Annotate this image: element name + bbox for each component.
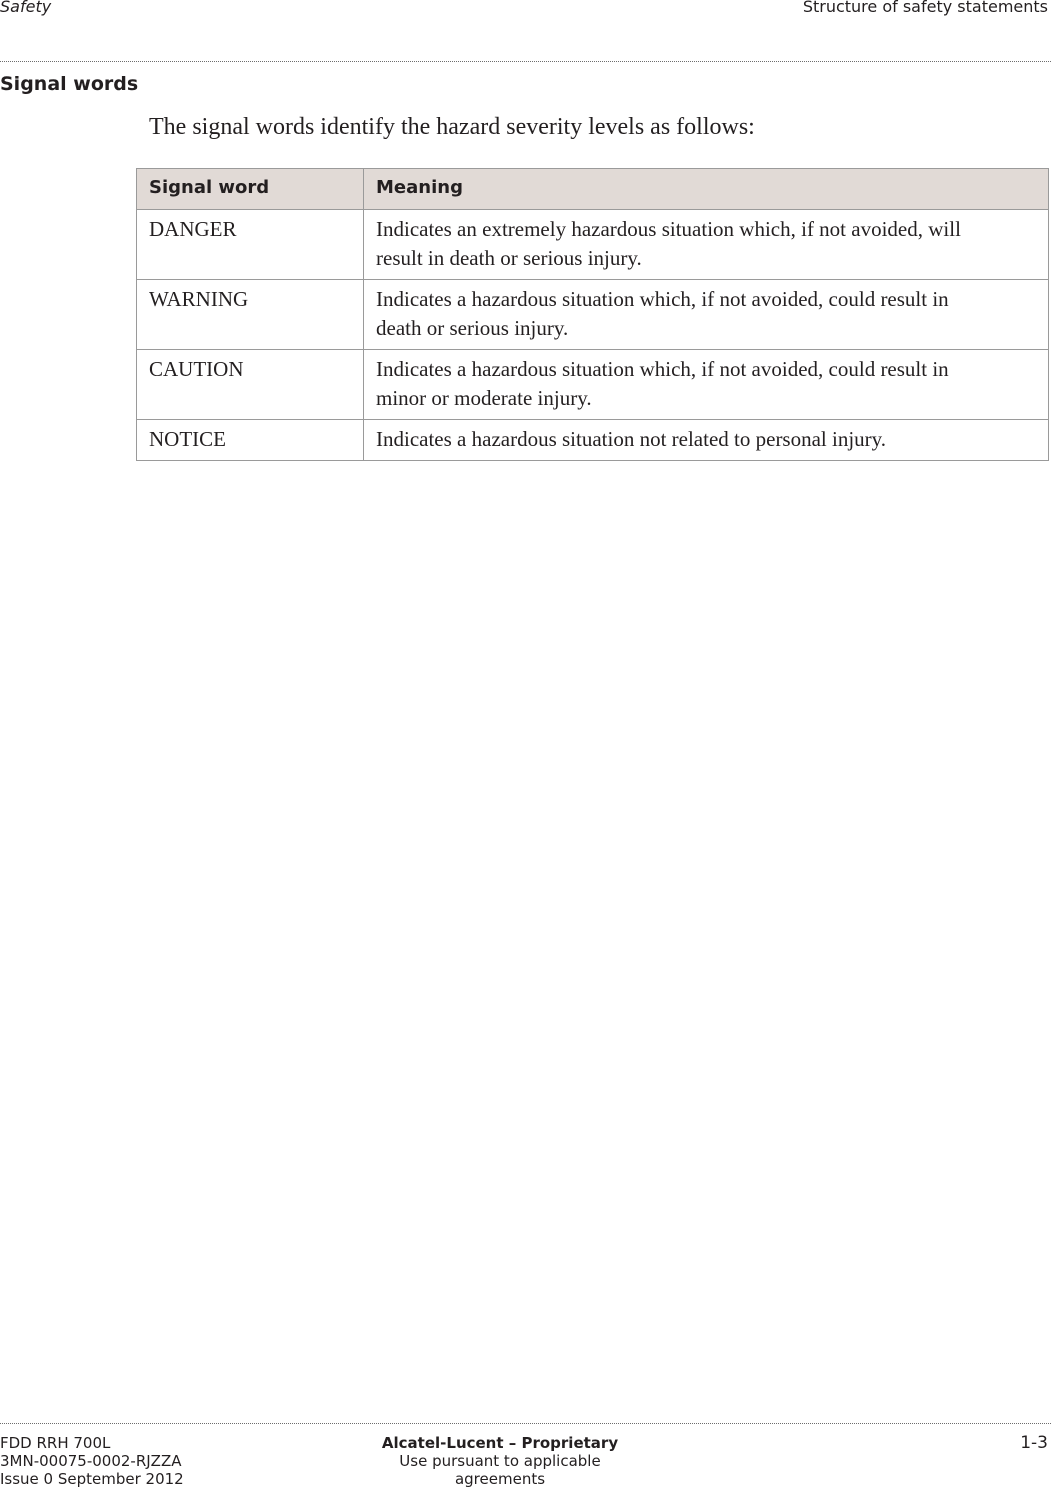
- table-row: [137, 280, 1049, 350]
- signal-words-table: [136, 168, 1049, 461]
- column-header-signal-word: Signal word: [137, 169, 364, 210]
- meaning-cell: [364, 420, 1049, 461]
- footer-doc-number: 3MN-00075-0002-RJZZA: [0, 1452, 182, 1470]
- meaning-line: Indicates an extremely hazardous situation which, if not avoided, will: [376, 217, 961, 241]
- signal-word-cell: WARNING: [137, 280, 364, 350]
- meaning-cell: [364, 210, 1049, 280]
- meaning-cell: [364, 280, 1049, 350]
- signal-word-cell: NOTICE: [137, 420, 364, 461]
- signal-word-cell: CAUTION: [137, 350, 364, 420]
- meaning-cell: [364, 350, 1049, 420]
- header-chapter: Safety: [0, 0, 52, 16]
- page-number: 1-3: [1020, 1433, 1048, 1453]
- header-section: Structure of safety statements: [802, 0, 1048, 16]
- signal-word-cell: DANGER: [137, 210, 364, 280]
- meaning-line: Indicates a hazardous situation not related to personal injury.: [376, 427, 887, 451]
- footer-divider: [0, 1423, 1051, 1424]
- footer-product: FDD RRH 700L: [0, 1434, 111, 1452]
- footer-document-info: [0, 1434, 184, 1488]
- table-row: [137, 350, 1049, 420]
- meaning-line: Indicates a hazardous situation which, if not avoided, could result in: [376, 357, 949, 381]
- meaning-line: death or serious injury.: [376, 316, 569, 340]
- footer-proprietary-notice: [380, 1434, 620, 1488]
- intro-paragraph: The signal words identify the hazard severity levels as follows:: [149, 114, 755, 140]
- meaning-line: minor or moderate injury.: [376, 386, 592, 410]
- table-header-row: [137, 169, 1049, 210]
- table-row: [137, 210, 1049, 280]
- meaning-line: Indicates a hazardous situation which, if not avoided, could result in: [376, 287, 949, 311]
- page-header: [0, 0, 1051, 22]
- footer-issue: Issue 0 September 2012: [0, 1470, 184, 1488]
- table-row: [137, 420, 1049, 461]
- column-header-meaning: Meaning: [364, 169, 1049, 210]
- section-title: Signal words: [0, 73, 139, 95]
- meaning-line: result in death or serious injury.: [376, 246, 642, 270]
- page-footer: [0, 1434, 1051, 1490]
- footer-company: Alcatel-Lucent – Proprietary: [381, 1434, 619, 1452]
- header-divider: [0, 61, 1051, 62]
- footer-usage: Use pursuant to applicable agreements: [399, 1452, 601, 1488]
